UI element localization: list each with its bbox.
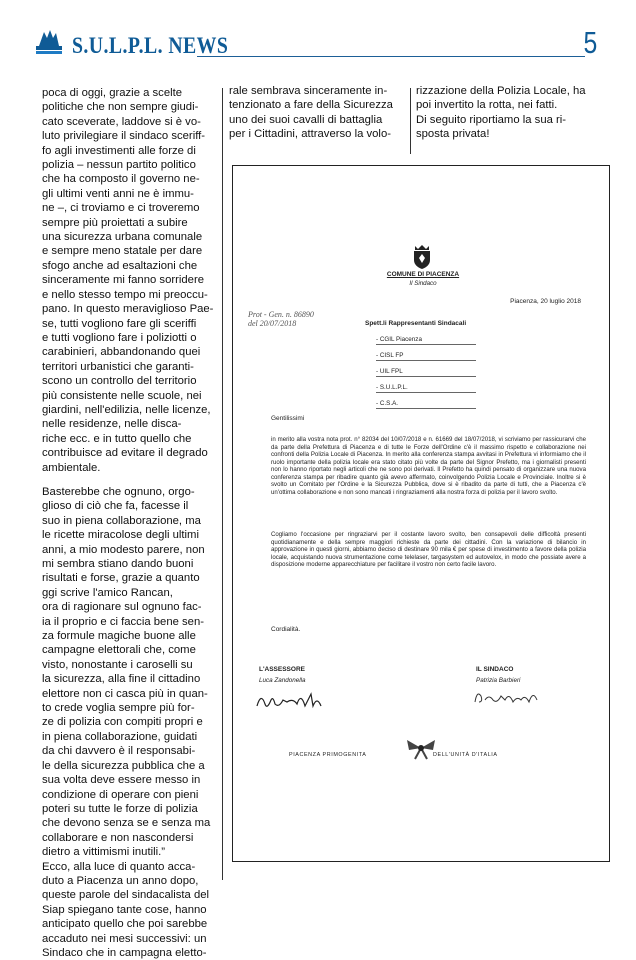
letter-date: Piacenza, 20 luglio 2018	[510, 298, 581, 305]
city-crest-icon	[411, 244, 433, 270]
sindaco-name: Patrizia Barbieri	[476, 677, 521, 684]
assessore-name: Luca Zandonella	[259, 677, 306, 684]
article-column-1	[42, 86, 214, 960]
article-paragraph: rale sembrava sinceramente in- tenzionato a fare della Sicurezza uno dei suoi cavalli di battaglia per i Cittadini, attraverso la volo-	[229, 85, 393, 141]
letter-body-paragraph: Cogliamo l'occasione per ringraziarvi per il costante lavoro svolto, ben consapevoli delle difficoltà presenti quotidianamente e della sempre maggiori richieste da parte dei cittadini. Con la variazione di bilancio in approvazione in questi giorni, abbiamo deciso di destinare 90 mila € per spese di investimento a favore della polizia locale, acquistando nuova strumentazione come telelaser, targasystem ed autovelox, in modo che possiate avere a disposizione moderne apparecchiature per facilitare il vostro non certo facile lavoro.	[271, 531, 586, 568]
header-rule	[197, 56, 585, 57]
article-paragraph: Basterebbe che ognuno, orgo- glioso di ciò che fa, facesse il suo in piena collaborazione, ma le ricette miracolose degli ultimi anni, a mio modesto parere, non mi sembra stiano dando buoni risultati e forse, grazie a quanto ggi scrive l'amico Rancan, ora di ragionare sul ognuno fac- ia il proprio e ci faccia bene sen- za formule magiche buone alle campagne elettorali che, come visto, nonostante i caroselli su la sicurezza, alla fine il cittadino elettore non ci casca più in quan- to crede voglia sempre più for- ze di polizia con compiti propri e in piena collaborazione, guidati da chi davvero è il responsabi- le della sicurezza pubblica che a sua volta deve essere messo in condizione di operare con pieni poteri su tutte le forze di polizia che devono senza se e senza ma collaborare e non nascondersi dietro a vittimismi inutili.” Ecco, alla luce di quanto acca- duto a Piacenza un anno dopo, queste parole del sindacalista del Siap spiegano tante cose, hanno anticipato quello che poi sarebbe accaduto nei mesi successivi: un Sindaco che in campagna eletto-	[42, 485, 211, 959]
recipients-heading: Spett.li Rappresentanti Sindacali	[365, 320, 467, 327]
column-divider	[410, 88, 411, 154]
sindaco-heading: IL SINDACO	[476, 666, 514, 673]
column-divider	[222, 88, 223, 880]
city-motto-left: PIACENZA PRIMOGENITA	[289, 752, 367, 758]
article-column-2	[229, 84, 401, 142]
handwritten-protocol-note: Prot - Gen. n. 86890 del 20/07/2018	[248, 310, 314, 328]
recipient-item: - CGIL Piacenza	[376, 336, 422, 343]
assessore-heading: L'ASSESSORE	[259, 666, 305, 673]
page-header	[34, 20, 609, 70]
article-paragraph: rizzazione della Polizia Locale, ha poi invertito la rotta, nei fatti. Di seguito riportiamo la sua ri- sposta privata!	[416, 85, 586, 141]
recipient-underline	[376, 344, 476, 345]
recipient-item: - S.U.L.P.L.	[376, 384, 408, 391]
letterhead-comune: COMUNE DI PIACENZA	[386, 271, 460, 278]
recipient-underline	[376, 360, 476, 361]
recipient-underline	[376, 376, 476, 377]
article-paragraph: poca di oggi, grazie a scelte politiche che non sempre giudi- cato sceverate, laddove si è vo- luto privilegiare il sindaco sceriff- fo agli investimenti alle forze di polizia – nessun partito politico che ha composto il governo ne- gli ultimi venti anni ne è immu- ne –, ci troviamo e ci troveremo sempre più proiettati a subire una sicurezza urbana comunale e sempre meno statale per dare sfogo anche ad esaltazioni che sinceramente mi fanno sorridere e nello stesso tempo mi preoccu- pano. In questo meraviglioso Pae- se, tutti vogliono fare gli sceriffi e tutti vogliono fare i poliziotti o carabinieri, abbandonando quei territori urbanistici che garanti- scono un controllo del territorio più consistente nelle scuole, nei giardini, nell'edilizia, nelle licenze, nelle residenze, nelle disca- riche ecc. e in tutto quello che contribuisce ad evitare il degrado ambientale.	[42, 87, 214, 474]
assessore-signature-icon	[253, 688, 343, 712]
recipient-item: - C.S.A.	[376, 400, 399, 407]
sindaco-signature-icon	[471, 686, 551, 710]
recipient-underline	[376, 408, 476, 409]
article-column-3	[416, 84, 596, 142]
letter-greeting: Gentilissimi	[271, 415, 305, 422]
newsletter-brand: S.U.L.P.L. NEWS	[72, 33, 229, 58]
letter-facsimile	[232, 165, 610, 862]
letter-closing: Cordialità.	[271, 626, 301, 633]
letterhead-sindaco: Il Sindaco	[409, 280, 437, 287]
recipient-item: - CISL FP	[376, 352, 404, 359]
letter-body-paragraph: in merito alla vostra nota prot. n° 82034 del 10/07/2018 e n. 61669 del 18/07/2018, vi scriviamo per rassicurarvi che da parte della Prefettura di Piacenza e di tutte le Forze dell'Ordine c'è il massimo rispetto e collaborazione nei confronti della Polizia Locale di Piacenza. In merito alla conferenza stampa avvitasi in Prefettura vi informiamo che il ruolo importante della polizia locale era stato citato più volte da parte del Signor Prefetto, ma i giornalisti presenti non lo hanno riportato negli articoli che ne sono poi derivati. Il Prefetto ha quindi pensato di organizzare una nuova conferenza stampa per ribadire quanto già avevo affermato, coinvolgendo Polizia Locale e Provinciale. Inoltre si è svolto un Comitato per l'Ordine e la Sicurezza Pubblica, dove si è ribadito da parte di tutti, che a Piacenza c'è un'ottima collaborazione e non sono mancati i ringraziamenti alla nostra forza di polizia per il lavoro svolto.	[271, 436, 586, 496]
city-motto-right: DELL'UNITÀ D'ITALIA	[433, 752, 498, 758]
page-number: 5	[583, 25, 597, 60]
recipient-underline	[376, 392, 476, 393]
sulpl-logo-icon	[34, 28, 64, 56]
recipient-item: - UIL FPL	[376, 368, 403, 375]
